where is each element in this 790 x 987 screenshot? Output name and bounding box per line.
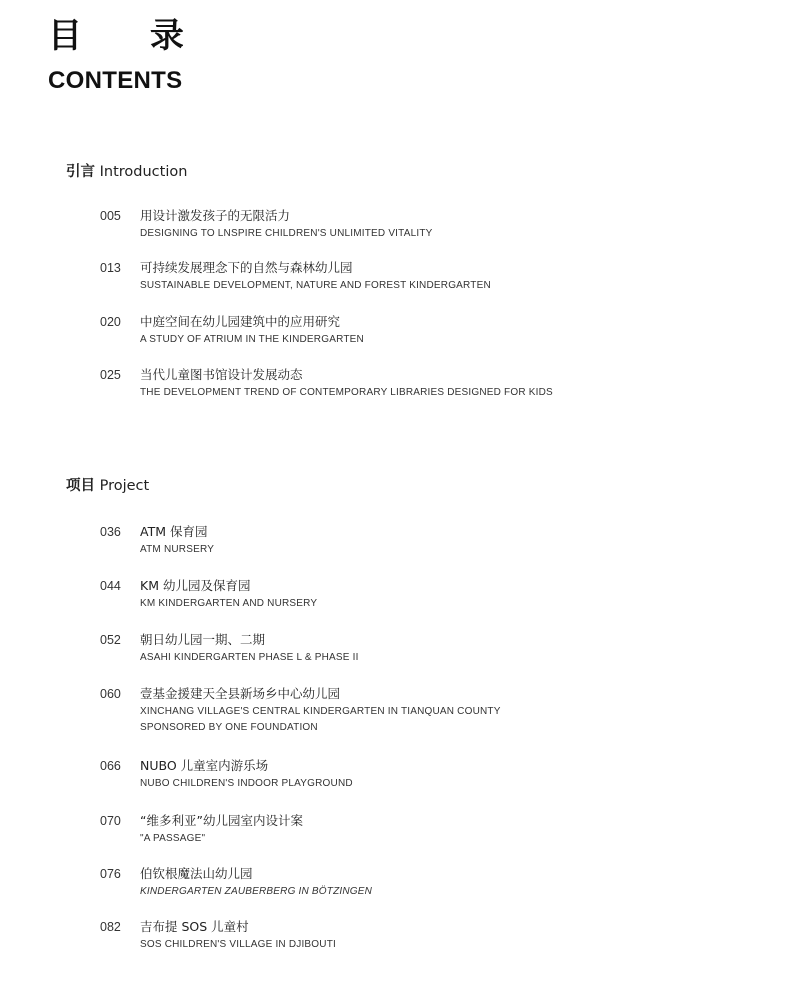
toc-title-en: XINCHANG VILLAGE'S CENTRAL KINDERGARTEN IN TIANQUAN COUNTY	[140, 706, 501, 717]
toc-page-number: 036	[100, 525, 121, 539]
toc-title-cn: 当代儿童图书馆设计发展动态	[140, 367, 303, 382]
toc-title-en: ASAHI KINDERGARTEN PHASE L & PHASE II	[140, 652, 359, 663]
toc-title-en: NUBO CHILDREN'S INDOOR PLAYGROUND	[140, 778, 353, 789]
toc-title-en: SOS CHILDREN'S VILLAGE IN DJIBOUTI	[140, 939, 336, 950]
section-heading-en: Project	[99, 478, 150, 494]
toc-page-number: 066	[100, 759, 121, 773]
page-title-chinese: 目 录	[48, 16, 212, 56]
toc-title-cn: NUBO 儿童室内游乐场	[140, 758, 269, 773]
section-heading-cn: 引言	[66, 164, 95, 180]
section-heading-introduction	[66, 162, 187, 182]
toc-title-en: ATM NURSERY	[140, 544, 215, 555]
toc-title-cn: 壹基金援建天全县新场乡中心幼儿园	[140, 686, 341, 701]
toc-page-number: 013	[100, 261, 121, 275]
toc-page-number: 082	[100, 920, 121, 934]
toc-page-number: 005	[100, 209, 121, 223]
toc-title-en: KINDERGARTEN ZAUBERBERG IN BÖTZINGEN	[140, 886, 373, 897]
toc-title-en: SUSTAINABLE DEVELOPMENT, NATURE AND FOREST KINDERGARTEN	[140, 280, 491, 291]
toc-title-en: THE DEVELOPMENT TREND OF CONTEMPORARY LIBRARIES DESIGNED FOR KIDS	[140, 387, 553, 398]
toc-title-cn: 可持续发展理念下的自然与森林幼儿园	[140, 260, 353, 275]
toc-title-cn: 吉布提 SOS 儿童村	[140, 919, 249, 934]
toc-title-en: DESIGNING TO LNSPIRE CHILDREN'S UNLIMITED VITALITY	[140, 228, 433, 239]
toc-title-cn: “维多利亚”幼儿园室内设计案	[140, 813, 303, 828]
toc-title-en: "A PASSAGE"	[140, 833, 206, 844]
section-heading-project	[66, 476, 149, 496]
toc-page-number: 076	[100, 867, 121, 881]
page-title-english: CONTENTS	[48, 67, 183, 94]
toc-page-number: 070	[100, 814, 121, 828]
toc-title-en: KM KINDERGARTEN AND NURSERY	[140, 598, 318, 609]
toc-title-cn: 伯钦根魔法山幼儿园	[140, 866, 253, 881]
toc-page-number: 044	[100, 579, 121, 593]
toc-page-number: 025	[100, 368, 121, 382]
toc-title-en-line2: SPONSORED BY ONE FOUNDATION	[140, 722, 318, 733]
toc-page-number: 052	[100, 633, 121, 647]
toc-title-cn: 用设计激发孩子的无限活力	[140, 208, 291, 223]
toc-title-en: A STUDY OF ATRIUM IN THE KINDERGARTEN	[140, 334, 364, 345]
section-heading-cn: 项目	[66, 478, 95, 494]
toc-title-cn: ATM 保育园	[140, 524, 208, 539]
toc-page-number: 060	[100, 687, 121, 701]
section-heading-en: Introduction	[99, 164, 188, 180]
toc-title-cn: 中庭空间在幼儿园建筑中的应用研究	[140, 314, 341, 329]
toc-title-cn: 朝日幼儿园一期、二期	[140, 632, 266, 647]
toc-title-cn: KM 幼儿园及保育园	[140, 578, 251, 593]
toc-page-number: 020	[100, 315, 121, 329]
